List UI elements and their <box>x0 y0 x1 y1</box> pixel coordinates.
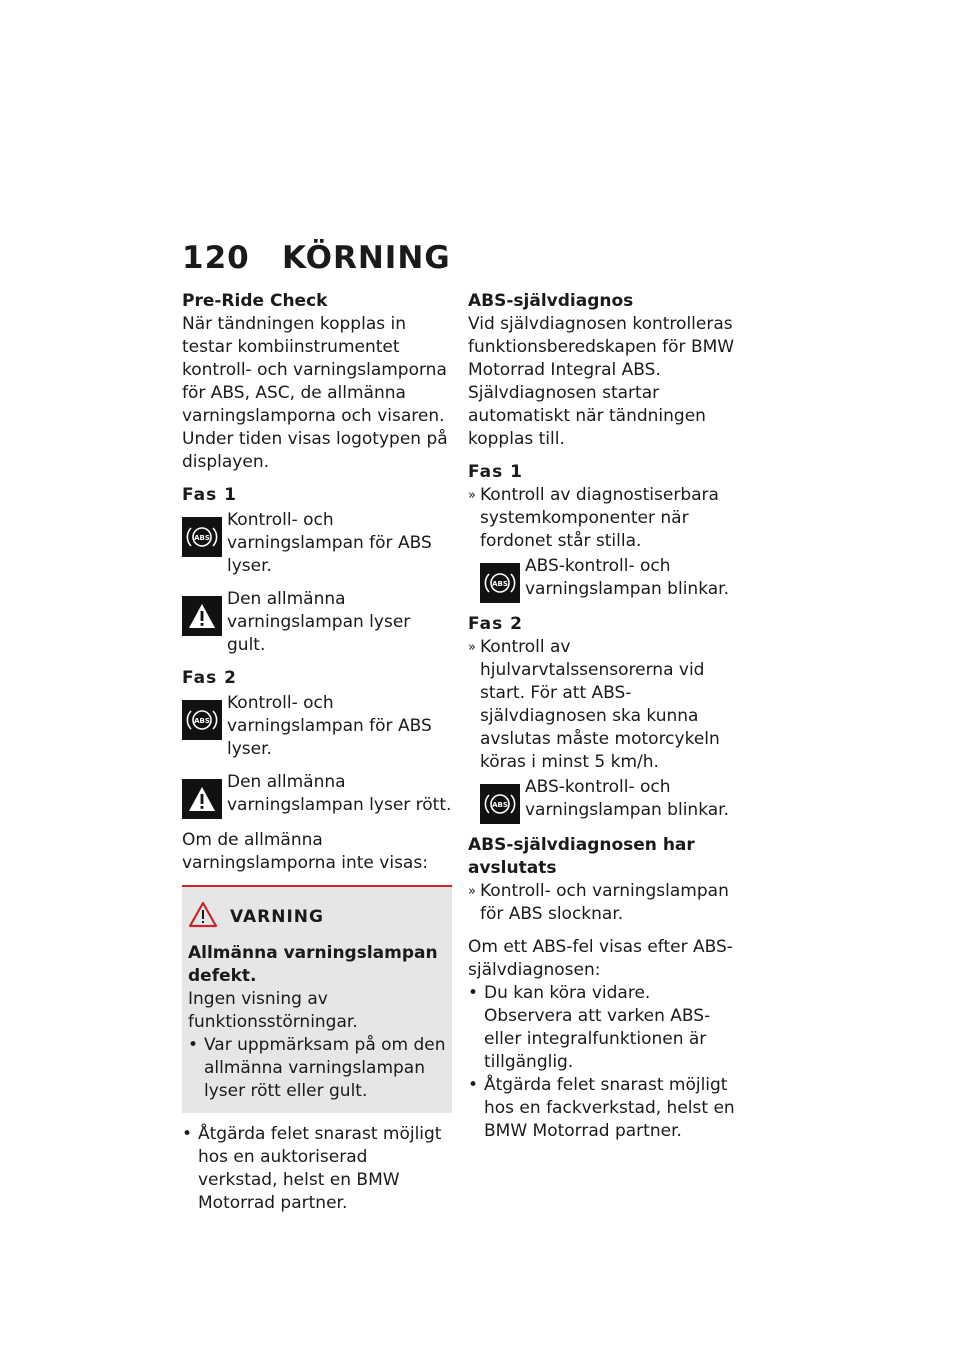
done-arrow-text: Kontroll- och varningslampan för ABS slocknar. <box>480 881 729 924</box>
abs-warning-icon <box>480 563 520 603</box>
warning-text: Ingen visning av funktionsstörningar. <box>188 989 358 1032</box>
svg-text:ABS: ABS <box>492 580 508 588</box>
general-warning-icon <box>182 596 222 636</box>
warning-triangle-icon <box>188 901 218 932</box>
warning-bullet <box>188 1034 446 1103</box>
fas1-heading: Fas 1 <box>182 485 237 505</box>
page-header <box>182 240 451 276</box>
abs-warning-icon <box>182 700 222 740</box>
r-fas2-arrow <box>468 636 743 824</box>
fas1-general-row <box>182 588 452 657</box>
right-column <box>468 290 743 1143</box>
fas1-abs-text: Kontroll- och varningslampan för ABS lyser. <box>227 510 432 576</box>
abs-text: Vid självdiagnosen kontrolleras funktionsberedskapen för BMW Motorrad Integral ABS. Självdiagnosen startar automatiskt när tändningen kopplas till. <box>468 314 735 449</box>
bullet-icon: • <box>468 1075 479 1095</box>
arrow-icon: » <box>468 884 476 899</box>
warning-bullet-text: Var uppmärksam på om den allmänna varningslampan lyser rött eller gult. <box>204 1035 446 1101</box>
r-bullet1-text: Du kan köra vidare. Observera att varken ABS- eller integralfunktionen är tillgänglig. <box>484 983 711 1072</box>
abs-heading: ABS-självdiagnos <box>468 291 634 311</box>
done-arrow <box>468 880 743 926</box>
final-bullet <box>182 1123 452 1215</box>
warning-title: VARNING <box>230 906 324 927</box>
arrow-icon: » <box>468 488 476 503</box>
warning-box <box>182 885 452 1113</box>
r-fas1-heading: Fas 1 <box>468 462 523 482</box>
bullet-icon: • <box>182 1124 193 1144</box>
bullet-icon: • <box>188 1035 199 1055</box>
preride-heading: Pre-Ride Check <box>182 291 328 311</box>
r-bullet1 <box>468 982 743 1074</box>
fas2-general-text: Den allmänna varningslampan lyser rött. <box>227 772 452 815</box>
done-heading: ABS-självdiagnosen har avslutats <box>468 835 695 878</box>
fas1-general-text: Den allmänna varningslampan lyser gult. <box>227 589 411 655</box>
bullet-icon: • <box>468 983 479 1003</box>
warning-heading: Allmänna varningslampan defekt. <box>188 943 438 986</box>
fas2-abs-text: Kontroll- och varningslampan för ABS lyser. <box>227 693 432 759</box>
fas2-heading: Fas 2 <box>182 668 237 688</box>
preride-text: När tändningen kopplas in testar kombiinstrumentet kontroll- och varningslamporna för ABS, ASC, de allmänna varningslamporna och visaren. Under tiden visas logotypen på displayen. <box>182 314 448 472</box>
warning-title-row <box>188 901 446 932</box>
r-bullet2-text: Åtgärda felet snarast möjligt hos en fackverkstad, helst en BMW Motorrad partner. <box>484 1075 735 1141</box>
r-fas1-arrow-text: Kontroll av diagnostiserbara systemkomponenter när fordonet står stilla. <box>480 485 719 551</box>
general-warning-icon <box>182 779 222 819</box>
abs-warning-icon <box>480 784 520 824</box>
fas1-abs-row <box>182 509 452 578</box>
svg-text:ABS: ABS <box>194 534 210 542</box>
not-shown-text: Om de allmänna varningslamporna inte visas: <box>182 830 428 873</box>
fault-text: Om ett ABS-fel visas efter ABS-självdiagnosen: <box>468 937 733 980</box>
abs-warning-icon <box>182 517 222 557</box>
r-fas1-abs-row <box>480 555 743 603</box>
r-fas2-abs-text: ABS-kontroll- och varningslampan blinkar. <box>525 777 729 820</box>
svg-text:ABS: ABS <box>194 717 210 725</box>
r-fas1-arrow <box>468 484 743 603</box>
arrow-icon: » <box>468 640 476 655</box>
chapter-title: KÖRNING <box>282 240 451 276</box>
r-fas2-abs-row <box>480 776 743 824</box>
fas2-general-row <box>182 771 452 819</box>
r-fas1-abs-text: ABS-kontroll- och varningslampan blinkar. <box>525 556 729 599</box>
left-column <box>182 290 452 1215</box>
r-bullet2 <box>468 1074 743 1143</box>
final-bullet-text: Åtgärda felet snarast möjligt hos en auktoriserad verkstad, helst en BMW Motorrad partner. <box>198 1124 442 1213</box>
r-fas2-heading: Fas 2 <box>468 614 523 634</box>
fas2-abs-row <box>182 692 452 761</box>
svg-text:ABS: ABS <box>492 801 508 809</box>
page-number: 120 <box>182 240 250 276</box>
r-fas2-arrow-text: Kontroll av hjulvarvtalssensorerna vid start. För att ABS-självdiagnosen ska kunna avslutas måste motorcykeln köras i minst 5 km/h. <box>480 637 720 772</box>
